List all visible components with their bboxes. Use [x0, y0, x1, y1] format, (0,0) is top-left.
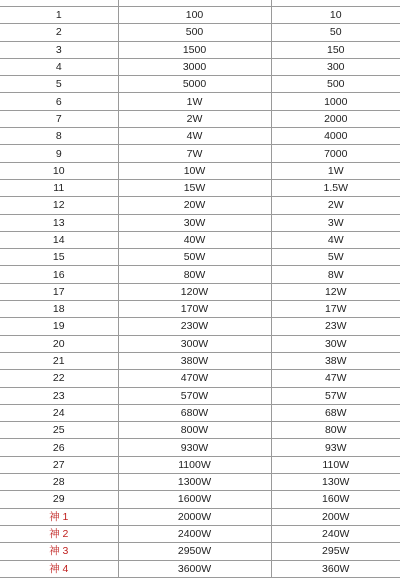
level-cell: 23 — [0, 387, 118, 404]
value-cell-col2: 3600W — [118, 560, 271, 577]
level-cell: 14 — [0, 231, 118, 248]
value-cell-col3: 5W — [271, 249, 400, 266]
level-cell: 10 — [0, 162, 118, 179]
value-cell-col3: 23W — [271, 318, 400, 335]
level-cell: 6 — [0, 93, 118, 110]
table-row — [0, 404, 400, 421]
level-cell: 27 — [0, 456, 118, 473]
value-cell-col3: 68W — [271, 404, 400, 421]
value-cell-col2: 1500 — [118, 41, 271, 58]
value-cell-col2: 1600W — [118, 491, 271, 508]
level-cell: 13 — [0, 214, 118, 231]
table-row — [0, 301, 400, 318]
value-cell-col3: 1.5W — [271, 179, 400, 196]
value-cell-col3: 12W — [271, 283, 400, 300]
level-cell: 24 — [0, 404, 118, 421]
value-cell-col2: 380W — [118, 352, 271, 369]
value-cell-col3: 17W — [271, 301, 400, 318]
value-cell-col3: 1000 — [271, 93, 400, 110]
value-cell-col2: 930W — [118, 439, 271, 456]
level-cell: 1 — [0, 7, 118, 24]
table-row — [0, 145, 400, 162]
value-cell-col2: 230W — [118, 318, 271, 335]
value-cell-col2: 5000 — [118, 76, 271, 93]
level-cell: 26 — [0, 439, 118, 456]
value-cell-col3: 160W — [271, 491, 400, 508]
value-cell-col3: 300 — [271, 58, 400, 75]
value-cell-col2: 7W — [118, 145, 271, 162]
level-cell: 25 — [0, 422, 118, 439]
value-cell-col2: 570W — [118, 387, 271, 404]
table-row — [0, 525, 400, 542]
level-cell: 21 — [0, 352, 118, 369]
level-cell: 18 — [0, 301, 118, 318]
table-row — [0, 179, 400, 196]
table-row — [0, 387, 400, 404]
value-cell-col3: 8W — [271, 266, 400, 283]
value-cell-col2: 10W — [118, 162, 271, 179]
value-cell-col2: 1300W — [118, 474, 271, 491]
level-cell: 7 — [0, 110, 118, 127]
value-cell-col3: 30W — [271, 335, 400, 352]
level-cell: 15 — [0, 249, 118, 266]
level-cell: 17 — [0, 283, 118, 300]
level-cell: 神 1 — [0, 508, 118, 525]
table-row — [0, 560, 400, 577]
table-row — [0, 491, 400, 508]
level-cell: 28 — [0, 474, 118, 491]
value-cell-col3: 38W — [271, 352, 400, 369]
level-cell: 12 — [0, 197, 118, 214]
table-row — [0, 231, 400, 248]
table-row — [0, 58, 400, 75]
value-cell-col3: 3W — [271, 214, 400, 231]
value-cell-col2: 800W — [118, 422, 271, 439]
value-cell-col3: 2W — [271, 197, 400, 214]
value-cell-col2: 15W — [118, 179, 271, 196]
value-cell-col2: 1100W — [118, 456, 271, 473]
value-cell-col2: 50W — [118, 249, 271, 266]
value-cell-col2: 470W — [118, 370, 271, 387]
table-row — [0, 197, 400, 214]
value-cell-col3: 4W — [271, 231, 400, 248]
value-cell-col2: 120W — [118, 283, 271, 300]
value-cell-col3: 10 — [271, 7, 400, 24]
level-cell: 2 — [0, 24, 118, 41]
value-cell-col3: 500 — [271, 76, 400, 93]
table-row — [0, 76, 400, 93]
value-cell-col3: 295W — [271, 543, 400, 560]
level-cell: 神 4 — [0, 560, 118, 577]
level-cell: 19 — [0, 318, 118, 335]
level-cell: 神 2 — [0, 525, 118, 542]
value-cell-col2: 2000W — [118, 508, 271, 525]
value-cell-col2: 170W — [118, 301, 271, 318]
level-cell: 11 — [0, 179, 118, 196]
table-row — [0, 283, 400, 300]
value-cell-col2: 4W — [118, 128, 271, 145]
table-row — [0, 543, 400, 560]
value-cell-col3: 1W — [271, 162, 400, 179]
value-cell-col3: 200W — [271, 508, 400, 525]
table-row — [0, 249, 400, 266]
table-row — [0, 370, 400, 387]
value-cell-col3: 360W — [271, 560, 400, 577]
level-cell: 9 — [0, 145, 118, 162]
value-cell-col2: 80W — [118, 266, 271, 283]
value-cell-col2: 300W — [118, 335, 271, 352]
table-row — [0, 41, 400, 58]
level-cell: 5 — [0, 76, 118, 93]
table-row — [0, 474, 400, 491]
table-row — [0, 456, 400, 473]
value-cell-col2: 1W — [118, 93, 271, 110]
value-cell-col2: 100 — [118, 7, 271, 24]
value-cell-col2: 20W — [118, 197, 271, 214]
value-cell-col2: 3000 — [118, 58, 271, 75]
value-cell-col3: 4000 — [271, 128, 400, 145]
level-cell: 神 3 — [0, 543, 118, 560]
table-row — [0, 7, 400, 24]
level-cell: 22 — [0, 370, 118, 387]
table-row — [0, 128, 400, 145]
table-row — [0, 352, 400, 369]
table-row — [0, 93, 400, 110]
value-cell-col3: 80W — [271, 422, 400, 439]
value-cell-col2: 680W — [118, 404, 271, 421]
value-cell-col3: 93W — [271, 439, 400, 456]
value-cell-col3: 57W — [271, 387, 400, 404]
level-cell: 3 — [0, 41, 118, 58]
level-cell: 8 — [0, 128, 118, 145]
table-row — [0, 110, 400, 127]
value-cell-col2: 2400W — [118, 525, 271, 542]
table-row — [0, 214, 400, 231]
table-row — [0, 162, 400, 179]
table-row — [0, 422, 400, 439]
table-row — [0, 318, 400, 335]
level-cell: 29 — [0, 491, 118, 508]
table-row — [0, 335, 400, 352]
level-cell: 20 — [0, 335, 118, 352]
value-cell-col3: 2000 — [271, 110, 400, 127]
value-cell-col2: 2950W — [118, 543, 271, 560]
value-cell-col3: 130W — [271, 474, 400, 491]
value-cell-col2: 500 — [118, 24, 271, 41]
value-cell-col3: 240W — [271, 525, 400, 542]
value-cell-col2: 30W — [118, 214, 271, 231]
level-cell: 16 — [0, 266, 118, 283]
table-row — [0, 24, 400, 41]
table-row — [0, 439, 400, 456]
value-cell-col3: 110W — [271, 456, 400, 473]
value-cell-col3: 7000 — [271, 145, 400, 162]
value-cell-col2: 40W — [118, 231, 271, 248]
value-cell-col3: 150 — [271, 41, 400, 58]
value-cell-col2: 2W — [118, 110, 271, 127]
table-row — [0, 508, 400, 525]
table-row — [0, 266, 400, 283]
value-cell-col3: 50 — [271, 24, 400, 41]
value-cell-col3: 47W — [271, 370, 400, 387]
level-cell: 4 — [0, 58, 118, 75]
